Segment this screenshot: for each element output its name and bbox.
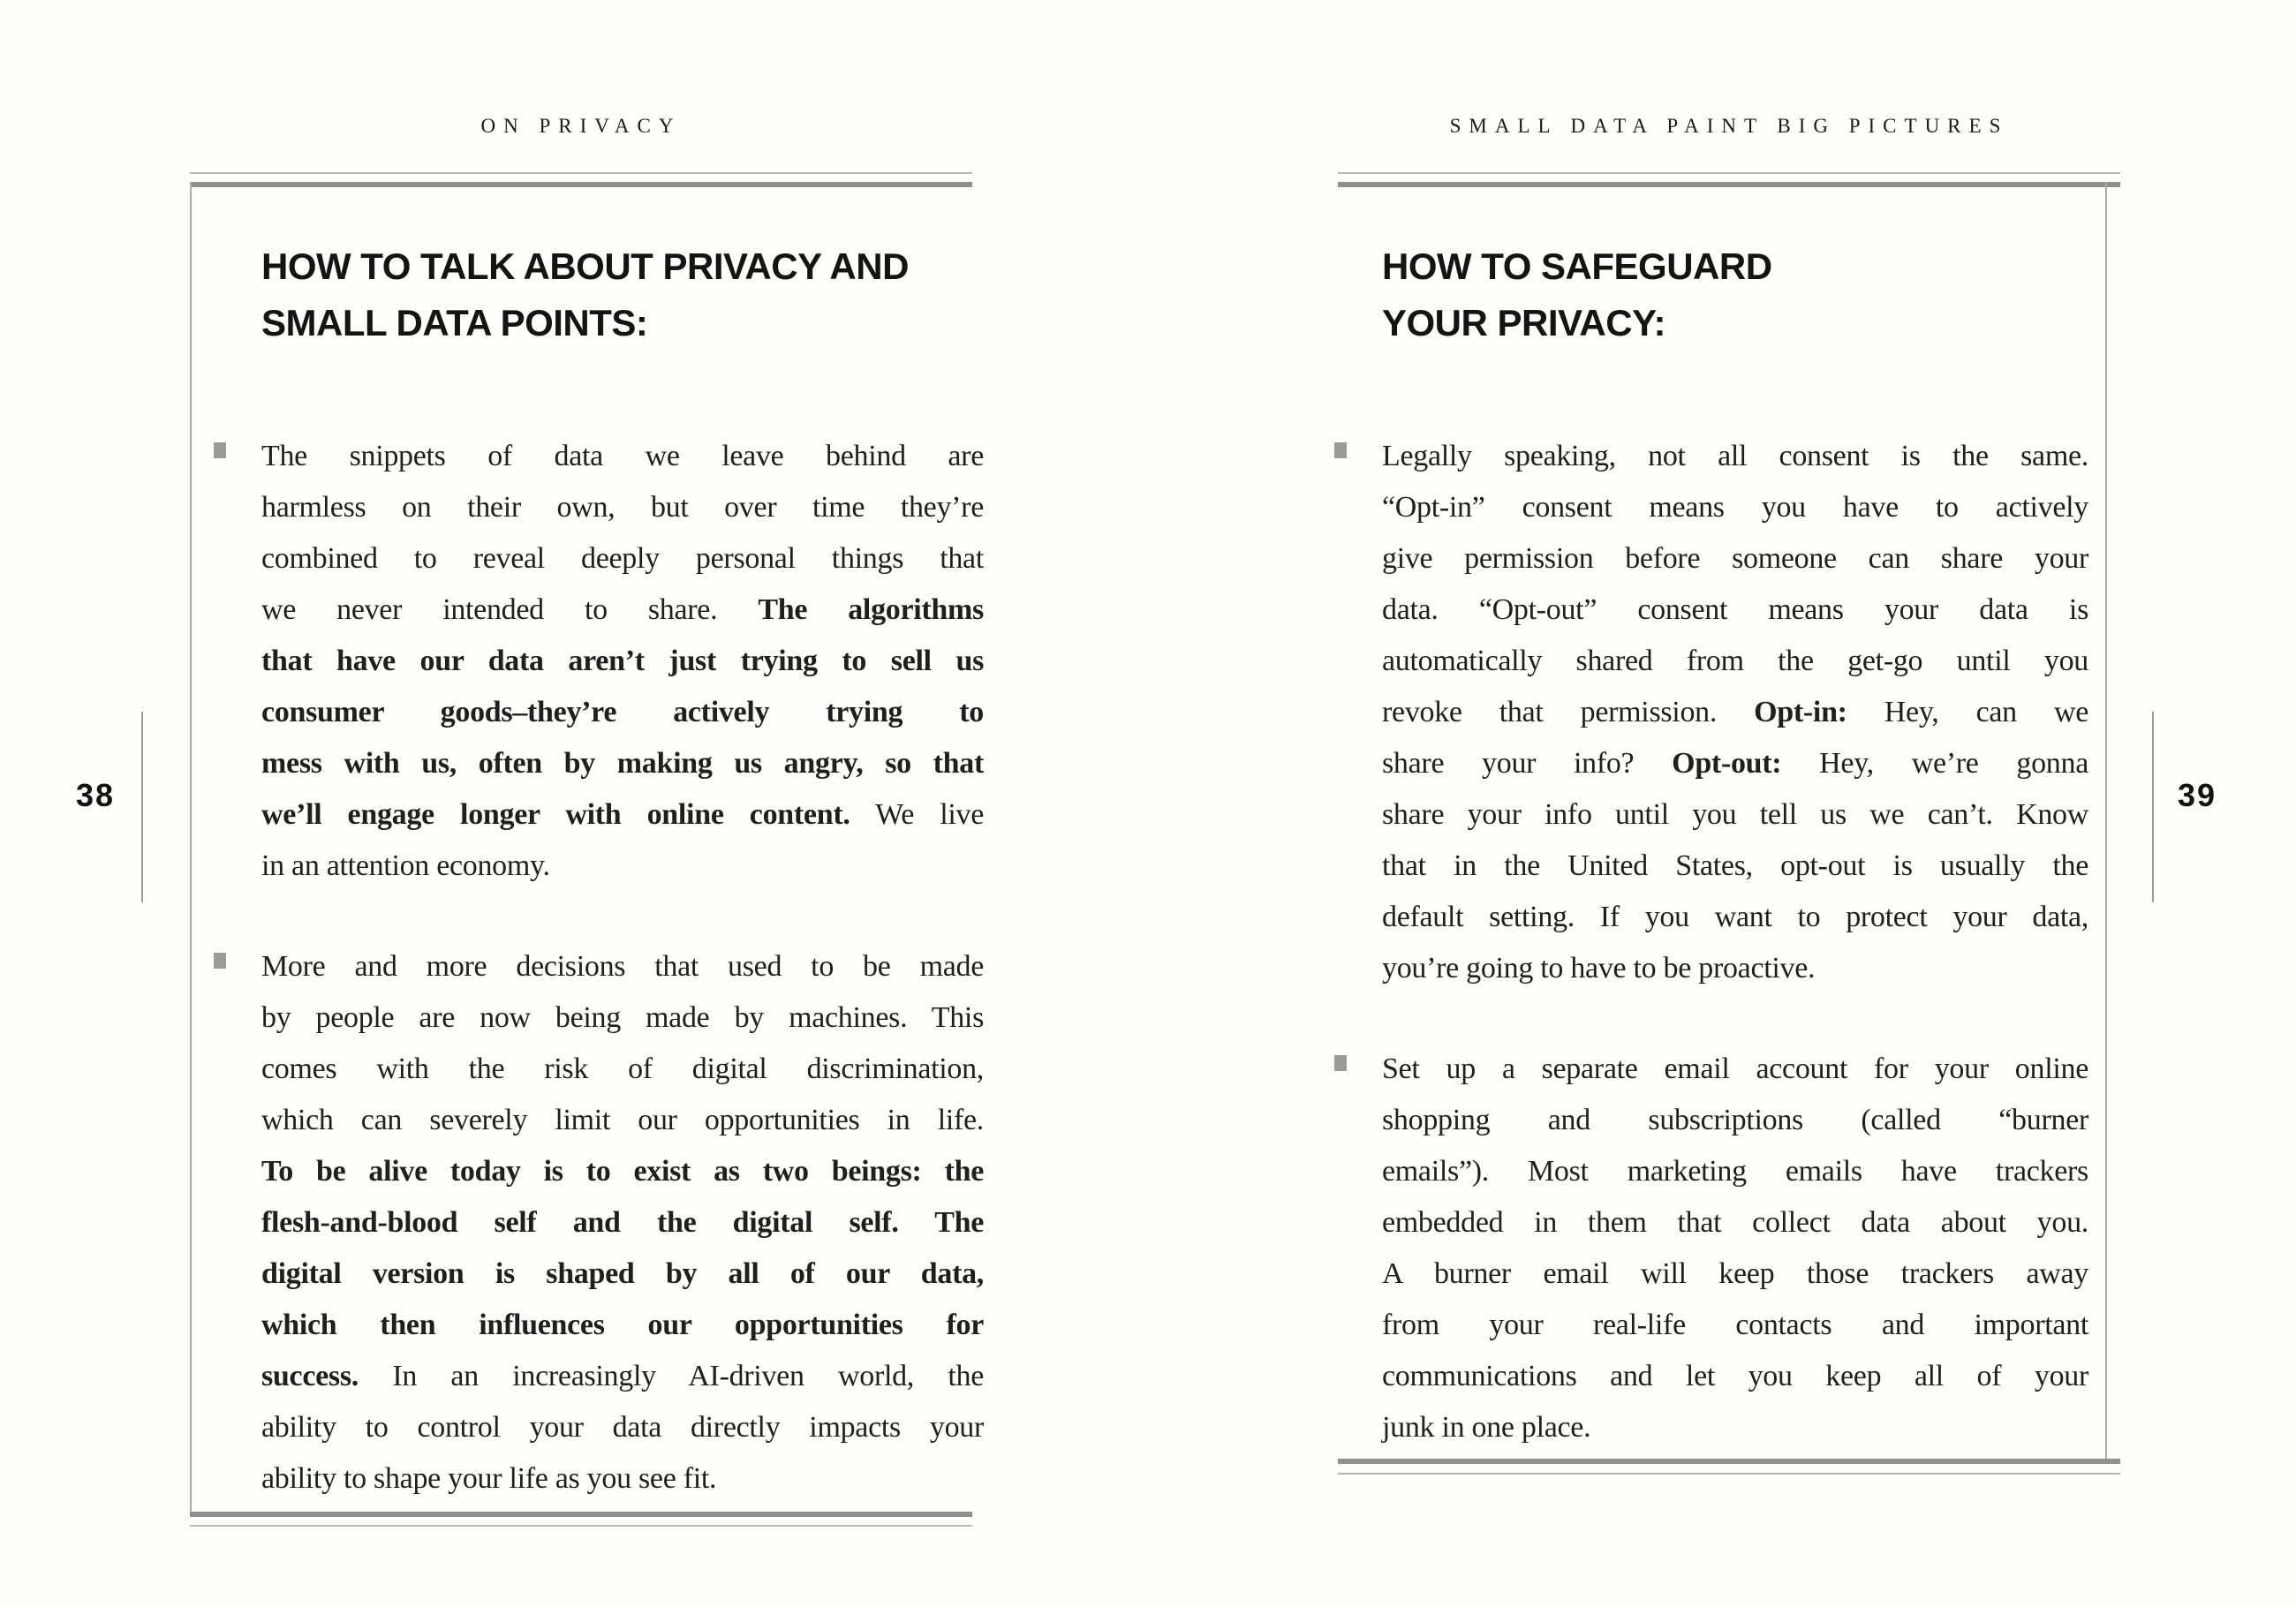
body-text-line: you’re going to have to be proactive. — [1382, 952, 1816, 985]
title-line: YOUR PRIVACY: — [1382, 302, 1665, 343]
left-page-number: 38 — [76, 777, 116, 813]
right-bullet-list — [1382, 431, 2088, 1453]
right-box-bottom-thick-rule — [1338, 1459, 2120, 1464]
body-text-line: data. “Opt-out” consent means your data is — [1382, 593, 2088, 626]
body-text-line: that have our data aren’t just trying to sell us — [261, 645, 984, 677]
body-text-line: communications and let you keep all of your — [1382, 1360, 2088, 1392]
right-page-title — [1382, 238, 2088, 351]
body-text-line: To be alive today is to exist as two beings: the — [261, 1155, 984, 1188]
body-text-line: we never intended to share. The algorithms — [261, 593, 984, 626]
title-line: HOW TO TALK ABOUT PRIVACY AND — [261, 245, 909, 287]
body-text-line: More and more decisions that used to be made — [261, 950, 984, 983]
body-text-line: harmless on their own, but over time they’re — [261, 491, 984, 524]
title-line: HOW TO SAFEGUARD — [1382, 245, 1772, 287]
body-text-line: default setting. If you want to protect your data, — [1382, 901, 2088, 933]
body-text-line: ability to shape your life as you see fit. — [261, 1462, 717, 1495]
body-text-line: share your info? Opt-out: Hey, we’re gonna — [1382, 747, 2088, 780]
left-box-bottom-thin-rule — [190, 1525, 972, 1527]
left-box-top-thin-rule — [190, 172, 972, 174]
left-page-title — [261, 238, 984, 351]
right-running-head: SMALL DATA PAINT BIG PICTURES — [1449, 115, 2009, 137]
right-page-content — [1382, 238, 2088, 1453]
bullet-square-icon — [214, 953, 226, 969]
body-text-line: “Opt-in” consent means you have to actively — [1382, 491, 2088, 524]
body-text-line: by people are now being made by machines. This — [261, 1001, 984, 1034]
bullet-item — [261, 941, 984, 1505]
left-box-left-border — [190, 182, 192, 1517]
bullet-square-icon — [214, 442, 226, 458]
left-page-content — [261, 238, 984, 1505]
right-box-bottom-thin-rule — [1338, 1473, 2120, 1475]
body-text-line: The snippets of data we leave behind are — [261, 440, 984, 472]
body-text-line: embedded in them that collect data about you. — [1382, 1206, 2088, 1239]
title-line: SMALL DATA POINTS: — [261, 302, 648, 343]
body-text-line: junk in one place. — [1382, 1411, 1591, 1444]
left-margin-rule — [141, 712, 143, 902]
body-text-line: in an attention economy. — [261, 849, 550, 882]
bullet-item — [1382, 431, 2088, 994]
right-box-top-thick-rule — [1338, 182, 2120, 187]
body-text-line: A burner email will keep those trackers away — [1382, 1257, 2088, 1290]
right-box-top-thin-rule — [1338, 172, 2120, 174]
left-running-head: ON PRIVACY — [480, 115, 682, 137]
bullet-item — [1382, 1044, 2088, 1453]
bullet-square-icon — [1334, 1055, 1347, 1071]
body-text-line: digital version is shaped by all of our data, — [261, 1257, 984, 1290]
body-text-line: comes with the risk of digital discrimination, — [261, 1052, 984, 1085]
body-text-line: Set up a separate email account for your online — [1382, 1052, 2088, 1085]
body-text-line: we’ll engage longer with online content. We live — [261, 798, 984, 831]
right-margin-rule — [2152, 712, 2154, 902]
body-text-line: combined to reveal deeply personal things that — [261, 542, 984, 575]
left-bullet-list — [261, 431, 984, 1505]
right-box-right-border — [2105, 182, 2107, 1464]
body-text-line: flesh-and-blood self and the digital self. The — [261, 1206, 984, 1239]
body-text-line: emails”). Most marketing emails have trackers — [1382, 1155, 2088, 1188]
left-box-bottom-thick-rule — [190, 1512, 972, 1517]
body-text-line: share your info until you tell us we can’t. Know — [1382, 798, 2088, 831]
left-box-top-thick-rule — [190, 182, 972, 187]
body-text-line: Legally speaking, not all consent is the same. — [1382, 440, 2088, 472]
body-text-line: shopping and subscriptions (called “burner — [1382, 1104, 2088, 1136]
body-text-line: automatically shared from the get-go until you — [1382, 645, 2088, 677]
body-text-line: from your real-life contacts and important — [1382, 1309, 2088, 1341]
right-page-number: 39 — [2178, 777, 2217, 813]
body-text-line: which then influences our opportunities for — [261, 1309, 984, 1341]
bullet-item — [261, 431, 984, 892]
body-text-line: which can severely limit our opportunities in life. — [261, 1104, 984, 1136]
body-text-line: consumer goods–they’re actively trying to — [261, 696, 984, 728]
body-text-line: success. In an increasingly AI-driven world, the — [261, 1360, 984, 1392]
body-text-line: ability to control your data directly impacts your — [261, 1411, 984, 1444]
body-text-line: that in the United States, opt-out is usually the — [1382, 849, 2088, 882]
body-text-line: mess with us, often by making us angry, so that — [261, 747, 984, 780]
body-text-line: give permission before someone can share your — [1382, 542, 2088, 575]
bullet-square-icon — [1334, 442, 1347, 458]
body-text-line: revoke that permission. Opt-in: Hey, can we — [1382, 696, 2088, 728]
